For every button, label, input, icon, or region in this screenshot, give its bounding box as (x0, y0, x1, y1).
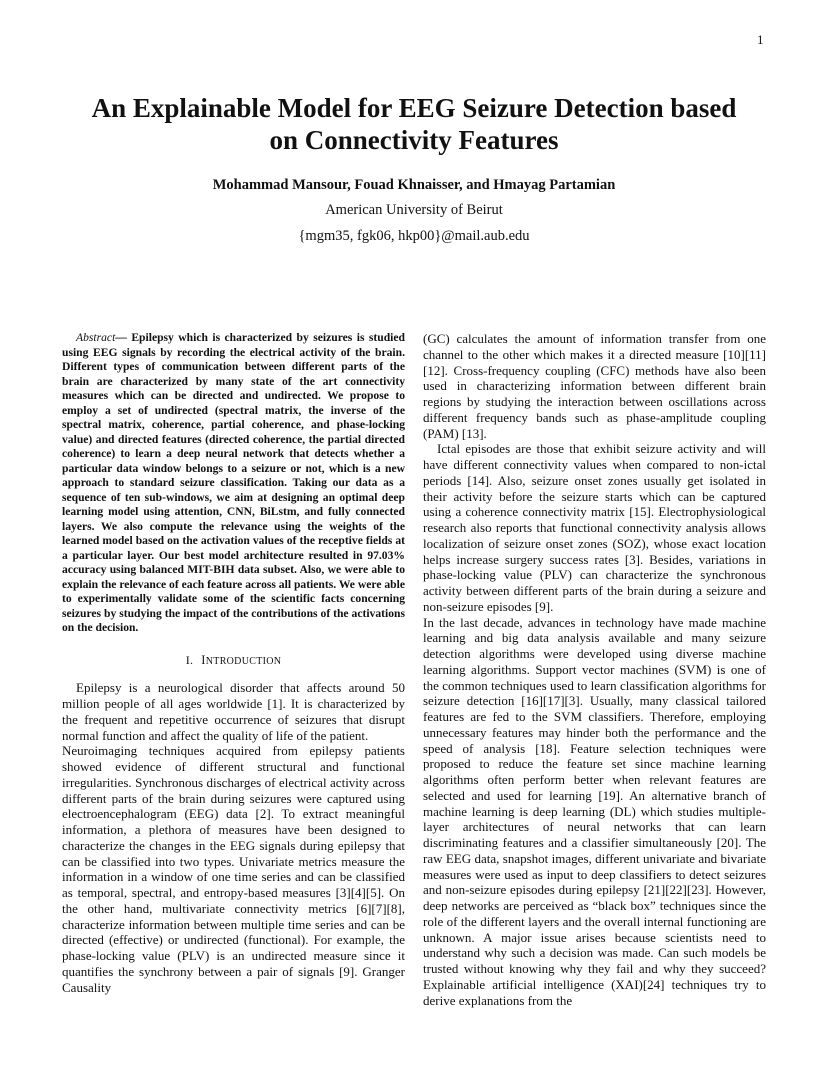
section-number: I. (185, 652, 194, 667)
page-number: 1 (757, 32, 764, 47)
section-title-initial: I (201, 652, 206, 667)
body-paragraph: Epilepsy is a neurological disorder that affects around 50 million people of all ages worldwide [1]. It is characterized by the frequent and repetitive occurrence of seizures that disrupt normal function and affect the quality of life of the patient. (62, 680, 405, 743)
affiliation: American University of Beirut (325, 202, 503, 218)
abstract-label: Abstract (76, 331, 116, 344)
abstract (62, 331, 405, 636)
abstract-text: — Epilepsy which is characterized by seizures is studied using EEG signals by recording the electrical activity of the brain. Different types of communication between different parts of the brain are characterized by many state of the art connectivity measures which can be directed and undirected. We propose to employ a set of undirected (spectral matrix, the inverse of the spectral matrix, coherence, partial coherence, and phase-locking value) and directed features (directed coherence, the partial directed coherence) to learn a deep neural network that detects whether a particular data window belongs to a seizure or not, which is a new approach to standard seizure classification. Taking our data as a sequence of ten sub-windows, we aim at designing an optimal deep learning model using attention, CNN, BiLstm, and fully connected layers. We also compute the relevance using the weights of the learned model based on the activation values of the receptive fields at a particular layer. Our best model architecture resulted in 97.03% accuracy using balanced MIT-BIH data subset. Also, we were able to explain the relevance of each feature across all patients. We were able to experimentally validate some of the scientific facts concerning seizures by studying the impact of the contributions of the activations on the decision. (62, 331, 405, 634)
body-paragraph: (GC) calculates the amount of information transfer from one channel to the other which makes it a directed measure [10][11][12]. Cross-frequency coupling (CFC) methods have also been used in characterizing information between different brain regions by studying the interaction between oscillations across different frequency bands such as phase-amplitude coupling (PAM) [13]. (423, 331, 766, 441)
right-column (423, 331, 766, 1008)
body-paragraph: Neuroimaging techniques acquired from epilepsy patients showed evidence of different structural and functional irregularities. Synchronous discharges of electrical activity across different parts of the brain during seizures were captured using electroencephalogram (EEG) data [2]. To extract meaningful information, a plethora of measures have been designed to characterize the changes in the EEG signals during epilepsy that can be classified into two types. Univariate metrics measure the information in a window of one time series and can be classified as temporal, spectral, and entropy-based measures [3][4][5]. On the other hand, multivariate connectivity metrics [6][7][8], characterize information between multiple time series and can be directed (effective) or undirected (functional). For example, the phase-locking value (PLV) is an undirected measure since it quantifies the synchrony between a pair of signals [9]. Granger Causality (62, 743, 405, 995)
paper-title (60, 92, 768, 156)
paper-title-line-2: on Connectivity Features (269, 125, 559, 155)
body-paragraph: Ictal episodes are those that exhibit seizure activity and will have different connectivity values when compared to non-ictal periods [14]. Also, seizure onset zones usually get isolated in their activity before the seizure starts which can be captured using a coherence connectivity matrix [15]. Electrophysiological research also reports that functional connectivity analysis allows localization of seizure onset zones (SOZ), whose exact location helps increase surgery success rates [3]. Besides, variations in phase-locking value (PLV) can characterize the synchronous activity between different parts of the brain during a seizure and non-seizure episodes [9]. (423, 441, 766, 614)
section-heading-introduction (62, 653, 405, 670)
paper-title-line-1: An Explainable Model for EEG Seizure Detection based (91, 93, 737, 123)
author-emails: {mgm35, fgk06, hkp00}@mail.aub.edu (298, 228, 530, 244)
body-paragraph: In the last decade, advances in technology have made machine learning and big data analysis available and many seizure detection algorithms were developed using diverse machine learning algorithms. Support vector machines (SVM) is one of the common techniques used to learn classification algorithms for seizure detection [16][17][3]. Usually, many classical tailored features are fed to the SVM classifiers. Therefore, employing unnecessary features may hinder both the performance and the speed of analysis [18]. Feature selection techniques were proposed to reduce the feature set since machine learning algorithms often perform better when relevant features are selected and used for learning [19]. An alternative branch of machine learning is deep learning (DL) which studies multiple-layer architectures of neural networks that can learn discriminating features and a classifier simultaneously [20]. The raw EEG data, snapshot images, different univariate and bivariate measures were used as input to deep classifiers to detect seizures and non-seizure episodes during epilepsy [21][22][23]. However, deep networks are perceived as “black box” techniques since the role of the different layers and the overall internal functioning are unknown. A major issue arises because scientists need to understand why such a decision was made. Can such models be trusted without knowing why they fail and why they succeed? Explainable artificial intelligence (XAI)[24] techniques try to derive explanations from the (423, 614, 766, 1008)
section-title-rest: NTRODUCTION (205, 655, 282, 667)
author-list: Mohammad Mansour, Fouad Khnaisser, and Hmayag Partamian (212, 177, 616, 193)
left-column (62, 331, 405, 995)
